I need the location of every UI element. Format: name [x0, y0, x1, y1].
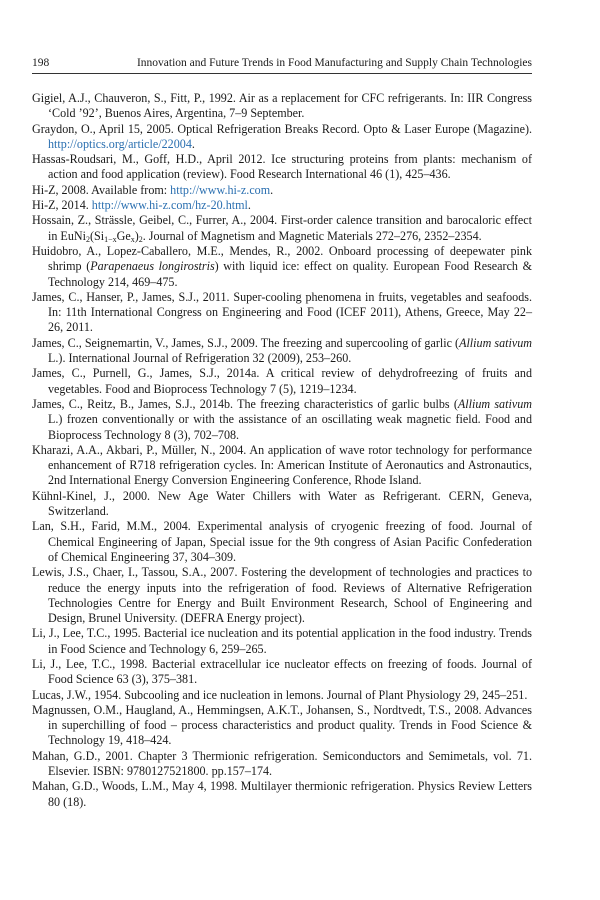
reference-james-2014b: James, C., Reitz, B., James, S.J., 2014b. The freezing characteristics of garlic bulbs (Allium sativum L.) frozen conventionally or with the assistance of an oscillating weak magnetic field. Food and Bioprocess Technology 8 (3), 702–708. — [32, 396, 532, 442]
reference-li-1995: Li, J., Lee, T.C., 1995. Bacterial ice nucleation and its potential application in the food industry. Trends in Food Science and Technology 6, 259–265. — [32, 626, 532, 656]
reference-hossain-2004: Hossain, Z., Strässle, Geibel, C., Furrer, A., 2004. First-order calence transition and barocaloric effect in $EuNi_2(Si_{1-x}Ge_x)_2$. Journal of Magnetism and Magnetic Materials 272–276, 2352–2354. — [32, 213, 532, 244]
reference-hassas-roudsari-2012: Hassas-Roudsari, M., Goff, H.D., April 2012. Ice structuring proteins from plants: mechanism of action and food application (review). Food Research International 46 (1), 425–436. — [32, 152, 532, 182]
reference-gigiel-1992: Gigiel, A.J., Chauveron, S., Fitt, P., 1992. Air as a replacement for CFC refrigerants. In: IIR Congress ‘Cold ’92’, Buenos Aires, Argentina, 7–9 September. — [32, 91, 532, 121]
reference-li-1998: Li, J., Lee, T.C., 1998. Bacterial extracellular ice nucleator effects on freezing of foods. Journal of Food Science 63 (3), 375–381. — [32, 656, 532, 687]
page-number: 198 — [32, 57, 50, 69]
reference-mahan-2001: Mahan, G.D., 2001. Chapter 3 Thermionic refrigeration. Semiconductors and Semimetals, vol. 71. Elsevier. ISBN: 9780127521800. pp.157–174. — [32, 748, 532, 779]
reference-mahan-1998: Mahan, G.D., Woods, L.M., May 4, 1998. Multilayer thermionic refrigeration. Physics Review Letters 80 (18). — [32, 779, 532, 809]
reference-lucas-1954: Lucas, J.W., 1954. Subcooling and ice nucleation in lemons. Journal of Plant Physiology 29, 245–251. — [32, 687, 528, 702]
reference-graydon-2005: Graydon, O., April 15, 2005. Optical Refrigeration Breaks Record. Opto & Laser Europe (Magazine). http://optics.org/article/22004. — [32, 121, 532, 151]
header-rule — [32, 73, 532, 74]
reference-list — [32, 91, 532, 810]
reference-link[interactable]: http://optics.org/article/22004 — [48, 136, 192, 151]
reference-lewis-2007: Lewis, J.S., Chaer, I., Tassou, S.A., 2007. Fostering the development of technologies and practices to reduce the energy inputs into the refrigeration of food. Reviews of Alternative Refrigeration Technologies Centre for Energy and Built Environment Research, School of Engineering and Design, Brunel University. (DEFRA Energy project). — [32, 565, 532, 626]
running-title: Innovation and Future Trends in Food Manufacturing and Supply Chain Technologies — [136, 57, 532, 69]
reference-lan-2004: Lan, S.H., Farid, M.M., 2004. Experimental analysis of cryogenic freezing of food. Journal of Chemical Engineering of Japan, Special issue for the 9th congress of Asian Pacific Confederation of Chemical Engineering 37, 304–309. — [32, 519, 532, 564]
reference-hi-z-2008: Hi-Z, 2008. Available from: http://www.hi-z.com. — [32, 182, 274, 197]
reference-kharazi-2004: Kharazi, A.A., Akbari, P., Müller, N., 2004. An application of wave rotor technology for performance enhancement of R718 refrigeration cycles. In: American Institute of Aeronautics and Astronautics, 2nd International Energy Conversion Engineering Conference, Rhode Island. — [32, 442, 532, 488]
reference-link[interactable]: http://www.hi-z.com — [170, 182, 271, 197]
running-header — [32, 57, 532, 69]
reference-magnussen-2008: Magnussen, O.M., Haugland, A., Hemmingsen, A.K.T., Johansen, S., Nordtvedt, T.S., 2008. Advances in superchilling of food – process characteristics and product quality. Trends in Food Science & Technology 19, 418–424. — [32, 702, 532, 748]
reference-kuhnl-kinel-2000: Kühnl-Kinel, J., 2000. New Age Water Chillers with Water as Refrigerant. CERN, Geneva, Switzerland. — [32, 488, 532, 519]
reference-link[interactable]: http://www.hi-z.com/hz-20.html — [91, 198, 248, 213]
reference-james-2011: James, C., Hanser, P., James, S.J., 2011. Super-cooling phenomena in fruits, vegetables and seafoods. In: 11th International Congress on Engineering and Food (ICEF 2011), Athens, Greece, May 22–26, 2011. — [32, 289, 532, 335]
reference-huidobro-2002: Huidobro, A., Lopez-Caballero, M.E., Mendes, R., 2002. Onboard processing of deepewater pink shrimp (Parapenaeus longirostris) with liquid ice: effect on quality. European Food Research & Technology 214, 469–475. — [32, 243, 532, 289]
reference-hi-z-2014: Hi-Z, 2014. http://www.hi-z.com/hz-20.html. — [32, 198, 251, 213]
reference-james-2014a: James, C., Purnell, G., James, S.J., 2014a. A critical review of dehydrofreezing of fruits and vegetables. Food and Bioprocess Technology 7 (5), 1219–1234. — [32, 366, 532, 396]
reference-james-2009: James, C., Seignemartin, V., James, S.J., 2009. The freezing and supercooling of garlic (Allium sativum L.). International Journal of Refrigeration 32 (2009), 253–260. — [32, 335, 532, 366]
